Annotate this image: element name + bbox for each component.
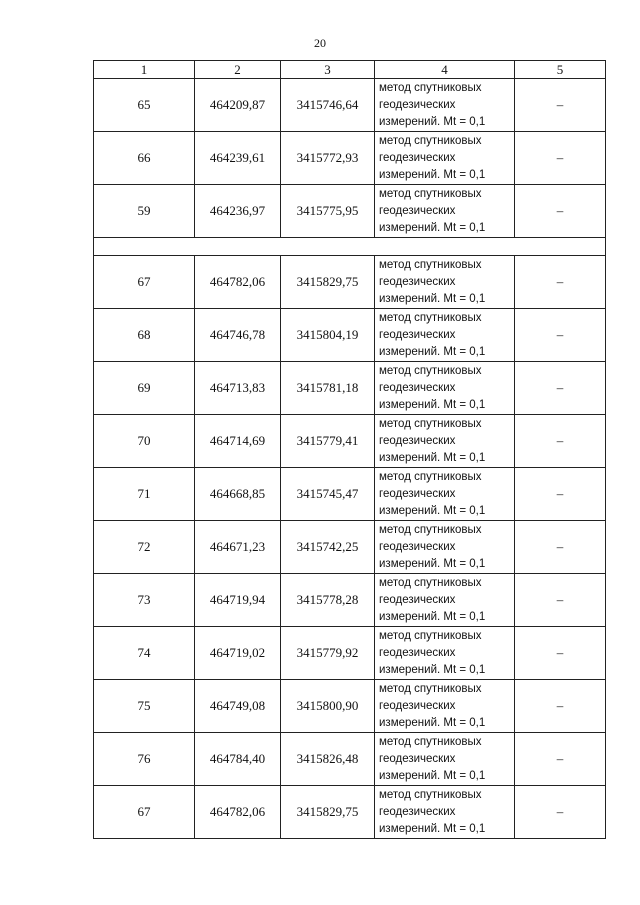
note-cell: – [515,574,606,627]
method-cell [375,468,515,521]
point-cell: 70 [94,415,195,468]
method-line: геодезических [379,151,456,164]
method-line: измерений. Mt = 0,1 [379,557,486,570]
table-row [94,79,606,132]
separator-row [94,238,606,256]
method-line: метод спутниковых [379,682,482,695]
y-coordinate-cell: 3415826,48 [281,733,375,786]
y-coordinate-cell: 3415800,90 [281,680,375,733]
column-header-5: 5 [515,61,606,79]
table-row [94,185,606,238]
separator-cell [94,238,606,256]
point-cell: 65 [94,79,195,132]
table-row [94,362,606,415]
x-coordinate-cell: 464746,78 [195,309,281,362]
method-line: измерений. Mt = 0,1 [379,345,486,358]
x-coordinate-cell: 464671,23 [195,521,281,574]
method-line: метод спутниковых [379,81,482,94]
note-cell: – [515,309,606,362]
method-cell [375,733,515,786]
method-cell [375,415,515,468]
x-coordinate-cell: 464713,83 [195,362,281,415]
point-cell: 73 [94,574,195,627]
method-line: геодезических [379,699,456,712]
table-body [94,79,606,839]
y-coordinate-cell: 3415775,95 [281,185,375,238]
y-coordinate-cell: 3415804,19 [281,309,375,362]
method-cell [375,786,515,839]
y-coordinate-cell: 3415781,18 [281,362,375,415]
method-line: геодезических [379,805,456,818]
method-cell [375,132,515,185]
method-line: метод спутниковых [379,258,482,271]
y-coordinate-cell: 3415746,64 [281,79,375,132]
point-cell: 76 [94,733,195,786]
note-cell: – [515,256,606,309]
y-coordinate-cell: 3415779,92 [281,627,375,680]
y-coordinate-cell: 3415829,75 [281,786,375,839]
method-line: метод спутниковых [379,523,482,536]
x-coordinate-cell: 464236,97 [195,185,281,238]
method-line: метод спутниковых [379,134,482,147]
point-cell: 67 [94,256,195,309]
method-line: метод спутниковых [379,187,482,200]
table-row [94,627,606,680]
method-line: метод спутниковых [379,364,482,377]
method-cell [375,362,515,415]
column-header-3: 3 [281,61,375,79]
method-line: метод спутниковых [379,735,482,748]
y-coordinate-cell: 3415778,28 [281,574,375,627]
coordinates-table [93,60,606,839]
note-cell: – [515,185,606,238]
method-cell [375,627,515,680]
table-row [94,256,606,309]
y-coordinate-cell: 3415779,41 [281,415,375,468]
method-line: метод спутниковых [379,629,482,642]
column-header-4: 4 [375,61,515,79]
point-cell: 59 [94,185,195,238]
point-cell: 75 [94,680,195,733]
table-row [94,786,606,839]
method-line: измерений. Mt = 0,1 [379,610,486,623]
x-coordinate-cell: 464719,94 [195,574,281,627]
method-line: измерений. Mt = 0,1 [379,398,486,411]
table-row [94,680,606,733]
table-row [94,309,606,362]
note-cell: – [515,733,606,786]
method-line: измерений. Mt = 0,1 [379,504,486,517]
point-cell: 74 [94,627,195,680]
note-cell: – [515,627,606,680]
method-line: метод спутниковых [379,470,482,483]
note-cell: – [515,362,606,415]
method-line: геодезических [379,381,456,394]
method-line: измерений. Mt = 0,1 [379,115,486,128]
method-cell [375,521,515,574]
method-line: измерений. Mt = 0,1 [379,716,486,729]
method-line: геодезических [379,593,456,606]
table-header [94,61,606,79]
x-coordinate-cell: 464714,69 [195,415,281,468]
method-line: метод спутниковых [379,311,482,324]
method-cell [375,79,515,132]
table-row [94,468,606,521]
note-cell: – [515,680,606,733]
method-line: измерений. Mt = 0,1 [379,769,486,782]
method-line: измерений. Mt = 0,1 [379,663,486,676]
table-row [94,574,606,627]
note-cell: – [515,132,606,185]
method-line: геодезических [379,204,456,217]
note-cell: – [515,468,606,521]
table-row [94,733,606,786]
point-cell: 68 [94,309,195,362]
x-coordinate-cell: 464209,87 [195,79,281,132]
method-line: геодезических [379,487,456,500]
method-cell [375,574,515,627]
note-cell: – [515,79,606,132]
y-coordinate-cell: 3415772,93 [281,132,375,185]
method-cell [375,256,515,309]
method-line: измерений. Mt = 0,1 [379,822,486,835]
method-cell [375,680,515,733]
method-line: геодезических [379,646,456,659]
method-line: измерений. Mt = 0,1 [379,168,486,181]
y-coordinate-cell: 3415829,75 [281,256,375,309]
table-row [94,521,606,574]
method-line: геодезических [379,98,456,111]
x-coordinate-cell: 464784,40 [195,733,281,786]
note-cell: – [515,521,606,574]
method-line: геодезических [379,434,456,447]
method-line: геодезических [379,275,456,288]
x-coordinate-cell: 464782,06 [195,256,281,309]
point-cell: 67 [94,786,195,839]
method-line: метод спутниковых [379,417,482,430]
page-number: 20 [314,36,326,50]
method-cell [375,309,515,362]
method-line: метод спутниковых [379,576,482,589]
x-coordinate-cell: 464782,06 [195,786,281,839]
x-coordinate-cell: 464239,61 [195,132,281,185]
x-coordinate-cell: 464719,02 [195,627,281,680]
point-cell: 72 [94,521,195,574]
y-coordinate-cell: 3415745,47 [281,468,375,521]
method-line: измерений. Mt = 0,1 [379,292,486,305]
column-header-2: 2 [195,61,281,79]
method-line: геодезических [379,752,456,765]
method-line: геодезических [379,328,456,341]
point-cell: 66 [94,132,195,185]
note-cell: – [515,786,606,839]
y-coordinate-cell: 3415742,25 [281,521,375,574]
method-line: метод спутниковых [379,788,482,801]
x-coordinate-cell: 464668,85 [195,468,281,521]
point-cell: 69 [94,362,195,415]
point-cell: 71 [94,468,195,521]
method-cell [375,185,515,238]
method-line: геодезических [379,540,456,553]
column-header-1: 1 [94,61,195,79]
x-coordinate-cell: 464749,08 [195,680,281,733]
note-cell: – [515,415,606,468]
table-row [94,415,606,468]
method-line: измерений. Mt = 0,1 [379,221,486,234]
method-line: измерений. Mt = 0,1 [379,451,486,464]
table-row [94,132,606,185]
